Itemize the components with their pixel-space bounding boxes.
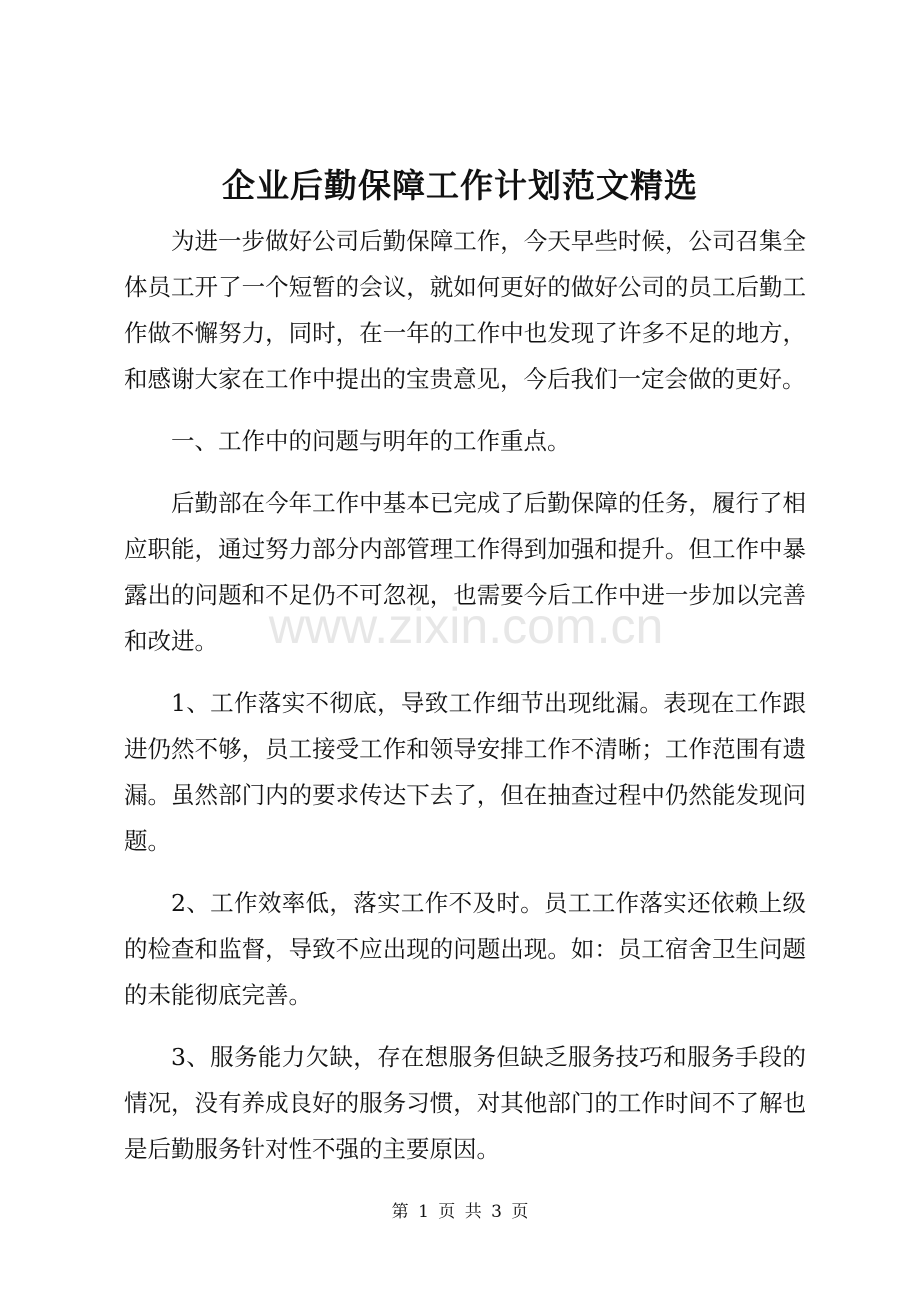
watermark-text: www.zixin.com.cn [268,598,664,654]
paragraph-intro: 为进一步做好公司后勤保障工作，今天早些时候，公司召集全体员工开了一个短暂的会议，就如何更好的做好公司的员工后勤工作做不懈努力，同时，在一年的工作中也发现了许多不足的地方，和感谢大家在工作中提出的宝贵意见，今后我们一定会做的更好。 [124,227,806,393]
document-title: 企业后勤保障工作计划范文精选 [222,166,698,205]
paragraph-issue-1: 1、工作落实不彻底，导致工作细节出现纰漏。表现在工作跟进仍然不够，员工接受工作和领导安排工作不清晰；工作范围有遗漏。虽然部门内的要求传达下去了，但在抽查过程中仍然能发现问题。 [124,689,806,855]
paragraph-issue-2: 2、工作效率低，落实工作不及时。员工工作落实还依赖上级的检查和监督，导致不应出现的问题出现。如：员工宿舍卫生问题的未能彻底完善。 [124,889,806,1009]
paragraph-summary: 后勤部在今年工作中基本已完成了后勤保障的任务，履行了相应职能，通过努力部分内部管理工作得到加强和提升。但工作中暴露出的问题和不足仍不可忽视，也需要今后工作中进一步加以完善和改进。 [124,489,806,655]
paragraph-section-heading: 一、工作中的问题与明年的工作重点。 [171,427,571,455]
paragraph-issue-3: 3、服务能力欠缺，存在想服务但缺乏服务技巧和服务手段的情况，没有养成良好的服务习惯，对其他部门的工作时间不了解也是后勤服务针对性不强的主要原因。 [124,1043,806,1163]
page-footer: 第 1 页 共 3 页 [391,1202,529,1222]
document-body [124,218,806,1188]
